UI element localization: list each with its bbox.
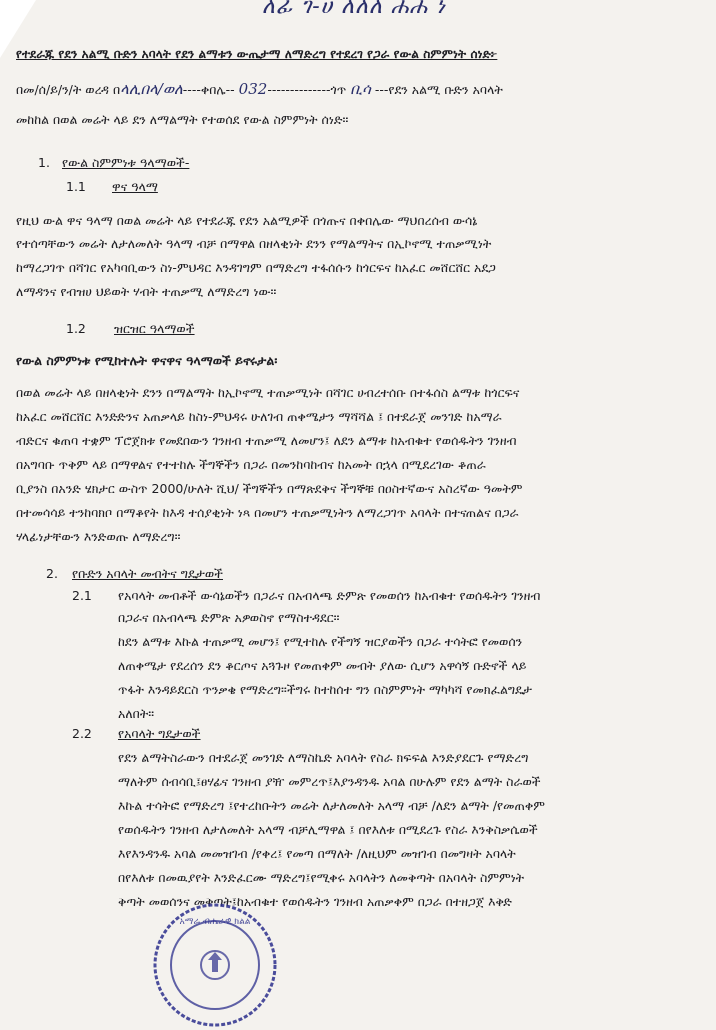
handwritten-kebele: 032 [238,80,268,98]
intro-line-1: በመ/ሰ/ይ/ን/ት ወረዳ በላሊበላ/ወለ----ቀበሌ-- 032--------------ጎጥ ቢሳ ---የደን አልሚ ቡድን አባላት [16,80,503,98]
para-1-2-line: ቢያንስ በአንድ ሄክታር ውስጥ 2000/ሁለት ሺህ/ ችግኞችን በማጽደቅና ችግኞቹ በዐስተኛውና አስረኛው ዓመትም [16,481,523,496]
para-2-2-line: እኩል ተሳትፎ የማድረግ ፤የተረከቡትን መሬት ለታለመለት አላማ ብቻ /ለደን ልማት /የመጠቀም [118,798,545,813]
para-2-1-line: በጋራና በአብላጫ ድምጽ አዎወስኖ የማስተዳደር። [118,610,340,625]
stamp-text: አማራ ብሔራዊ ክልል [179,917,251,927]
para-1-1-line: የተሰጣቸውን መሬት ለታለመለት ዓላማ ብቻ በማዋል በዘላቂነት ደንን የማልማትና በኢኮኖሚ ተጠቃሚነት [16,236,492,251]
intro-line-2: መከከል በወል መሬት ላይ ደን ለማልማት የተወሰደ የውል ስምምነት ሰነድ። [16,112,349,127]
got-label: ጎጥ [330,82,347,97]
subsection-1-1-number: 1.1 [66,179,86,194]
para-1-2-line: ከአፈር መሸርሸር እንድድንና አጠቃላይ ከስነ-ምህዳሩ ሁለገብ ጠቀሜታን ማሻሻል ፤ በተደራጀ መንገድ ከአማራ [16,409,502,424]
para-2-2-line: የወሰዱትን ገንዘብ ለታለመለት አላማ ብቻሊማዋል ፤ በየእለቱ በሚደረጉ የስራ እንቅስቃሴወች [118,822,538,837]
subsection-2-2-title: የአባላት ግዴታወች [118,726,201,741]
intro-suffix: የደን አልሚ ቡድን አባላት [388,82,503,97]
subsection-1-1-title: ዋና ዓላማ [112,179,158,194]
handwritten-woreda: ላሊበላ/ወለ [120,80,183,98]
handwritten-header: ለፊ ገ-ሀ ለለለ ሐሐ ነ [262,0,446,19]
para-2-2-line: የደን ልማትስራውን በተደራጀ መንገድ ለማስኬድ አባላት የስራ ክፍፍል እንድያደርጉ የማድረግ [118,750,529,765]
intro-prefix: በመ/ሰ/ይ/ን/ት ወረዳ በ [16,82,121,97]
para-1-2-line: በወል መሬት ላይ በዘላቂነት ደንን በማልማት ከኢኮኖሚ ተጠቃሚነት በሻገር ሀብረተሰቡ በተፋሰስ ልማቱ ከጎርፍና [16,385,520,400]
para-1-1-line: የዚህ ውል ዋና ዓላማ በወል መሬት ላይ የተደራጁ የደን አልሚዎች በጎጡና በቀበሌው ማህበረሰብ ውሳኔ [16,213,478,228]
para-1-1-line: ከማረጋገጥ በሻገር የአካባቢውን ስነ-ምህዳር እንዳገግም በማድረግ ተፋሰሱን ከጎርፍና ከአፈር መሸርሸር አደጋ [16,260,496,275]
para-2-1-line: ጥፋት እንዳይደርስ ጥንቃቄ የማድረግ፡፡ችግሩ ከተከሰተ ግን በስምምነት ማካካሻ የመክፈልግዴታ [118,682,533,697]
handwritten-got: ቢሳ [350,80,371,98]
subsection-1-2-number: 1.2 [66,321,86,336]
kebele-label: ቀበሌ [200,82,226,97]
para-2-2-line: እየእንዳንዱ አባል መመዝገብ /የቀረ፤ የመጣ በማለት /ለዚህም መዝገብ በመግዛት አባላት [118,846,516,861]
section-2-number: 2. [46,566,58,581]
subsection-1-2-title: ዝርዝር ዓላማወች [114,321,195,336]
para-2-2-line: ማለትም ሰብሳቢ፤ፀሃፊና ገንዘብ ያዥ መምረጥ፤እያንዳንዱ አባል በሁሉም የደን ልማት ስራወች [118,774,541,789]
section-1-number: 1. [38,155,50,170]
subsection-2-2-number: 2.2 [72,726,92,741]
para-2-1-line: ለጠቀሜታ የደረሰን ደን ቆርጦና አጓጉዞ የመጠቀም መብት ያለው ሲሆን አዋሳኝ ቡድኖች ላይ [118,658,527,673]
section-2-title: የቡድን አባላት መብትና ግዴታወች [72,566,223,581]
para-1-2-line: ሃላፊነታቸውን እንድወጡ ለማድረግ። [16,529,181,544]
para-2-1-line: ከደን ልማቱ እኩል ተጠቃሚ መሆን፤ የሚተከሉ የችግኝ ዝርያወችን በጋራ ተሳትፎ የመወሰን [118,634,523,649]
section-1-title: የውል ስምምነቱ ዓላማወች- [62,155,190,170]
subsection-2-1-number: 2.1 [72,588,92,603]
subsection-2-1-title: የአባላት መብቶች ውሳኔወችን በጋራና በአብላጫ ድምጽ የመወሰን ከአብቁተ የወሰዱትን ገንዘብ [118,588,541,603]
document-title: የተደራጁ የደን አልሚ ቡድን አባላት የደን ልማቱን ውጤታማ ለማድረግ የተደረገ የጋራ የውል ስምምነት ሰነድ፦ [16,47,498,61]
para-1-1-line: ለማዳንና የብዝሀ ህይወት ሃብት ተጠቃሚ ለማድረግ ነው። [16,284,277,299]
para-1-2-heading: የውል ስምምነቱ የሚከተሉት ዋናዋና ዓላማወች ይኖሩታል፡ [16,353,278,368]
para-1-2-line: ብድርና ቁጠባ ተቋም ፕሮጀክቱ የመደበውን ገንዘብ ተጠቃሚ ለመሆን፤ ለደን ልማቱ ከአብቁተ የወሰዱትን ገንዘብ [16,433,517,448]
para-1-2-line: በአግባቡ ጥቅም ላይ በማዋልና የተተከሉ ችግኞችን በጋራ በመንከባከብና ከአመት በኋላ በሚደረገው ቆጠራ [16,457,486,472]
para-1-2-line: በተመሳሳይ ተንከባክቦ በማቆየት ከእዳ ተሰያቂነት ነጻ በመሆን ተጠቃሚነትን ለማረጋገጥ አባላት በተናጠልና በጋራ [16,505,519,520]
para-2-1-line: አለበት። [118,706,155,721]
para-2-2-line: ቅጣት መወሰንና መቅጣት፤ከአብቁተ የወሰዱትን ገንዘብ አጠቃቀም በጋራ በተዘጋጀ እቅድ [118,894,512,909]
official-stamp [150,900,280,1030]
para-2-2-line: በየእለቱ በመዉያየት እንድፈርሙ ማድረግ፤የሚቀሩ አባላትን ለመቅጣት በአባላት ስምምነት [118,870,525,885]
